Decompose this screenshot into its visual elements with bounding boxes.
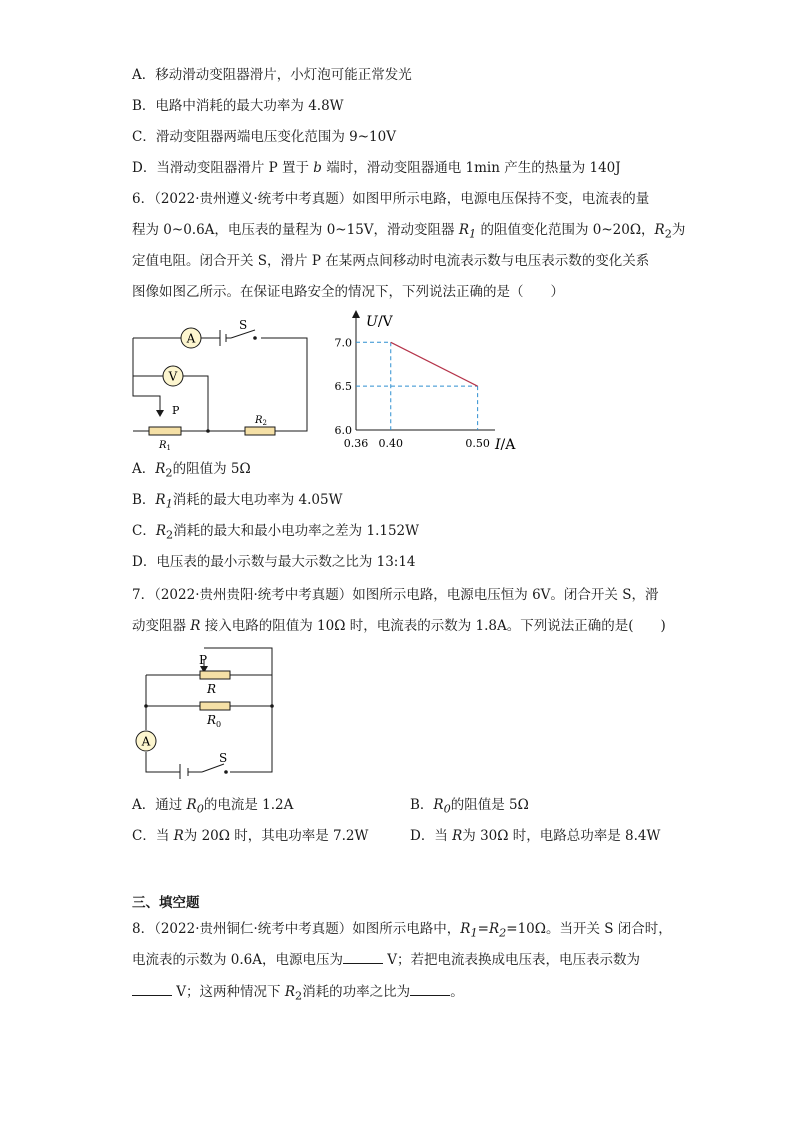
y-axis-label: U/V <box>366 314 393 330</box>
y-tick-label-0: 6.0 <box>334 424 352 437</box>
q7-option-a: A．通过 $R_0$的电流是 1.2A <box>132 797 294 816</box>
q6-option-b: B．$R_1$消耗的最大电功率为 4.05W <box>132 492 343 511</box>
q6-stem-line3: 定值电阻。闭合开关 S，滑片 P 在某两点间移动时电流表示数与电压表示数的变化关系 <box>132 253 650 269</box>
q6-circuit-diagram <box>125 318 315 453</box>
svg-text:A: A <box>141 734 151 749</box>
x-tick-label-1: 0.40 <box>378 437 403 450</box>
q8-stem-line1: 8．（2022·贵州铜仁·统考中考真题）如图所示电路中，$R_1=R_2=10\Omega$。当开关 S 闭合时， <box>132 921 672 940</box>
q6-option-c: C．$R_2$消耗的最大和最小电功率之差为 1.152W <box>132 523 420 542</box>
y-tick-label-2: 7.0 <box>334 336 352 350</box>
slider-label: P <box>172 404 180 417</box>
answer-blank-1[interactable] <box>343 951 383 964</box>
series-line-0 <box>391 342 478 386</box>
q7-circuit-diagram <box>132 644 282 779</box>
q8-stem-line3: V；这两种情况下 $R_2$消耗的功率之比为 。 <box>132 983 464 1006</box>
x-axis-label: I/A <box>495 437 516 453</box>
slider-label-p: P <box>199 653 208 667</box>
resistor-r1 <box>149 427 181 435</box>
q5-option-d: D．当滑动变阻器滑片 P 置于 b 端时，滑动变阻器通电 1min 产生的热量为 140J <box>132 160 621 176</box>
r2-label: $R_2$ <box>255 415 267 427</box>
x-tick-label-2: 0.50 <box>465 437 490 450</box>
svg-text:V: V <box>168 369 178 384</box>
q6-stem-line2: 程为 0~0.6A，电压表的量程为 0~15V，滑动变阻器 $R_1$ 的阻值变化范围为 0~20Ω，$R_2$为 <box>132 222 686 241</box>
resistor-r2 <box>245 427 275 435</box>
q7-option-c: C．当 R为 20Ω 时，其电功率是 7.2W <box>132 828 369 844</box>
q6-ui-graph <box>330 308 530 458</box>
q6-stem-line4: 图像如图乙所示。在保证电路安全的情况下，下列说法正确的是（ ） <box>132 284 564 300</box>
switch-label-s: S <box>219 751 228 765</box>
q7-option-d: D．当 R为 30Ω 时，电路总功率是 8.4W <box>410 828 661 844</box>
q8-stem-line2: 电流表的示数为 0.6A，电源电压为 V；若把电流表换成电压表，电压表示数为 <box>132 952 641 968</box>
ammeter-symbol <box>181 328 201 348</box>
q5-option-c: C．滑动变阻器两端电压变化范围为 9~10V <box>132 129 396 145</box>
svg-text:A: A <box>186 331 196 346</box>
resistor-r <box>200 671 230 679</box>
x-tick-label-0: 0.36 <box>343 437 369 450</box>
q5-option-b: B．电路中消耗的最大功率为 4.8W <box>132 98 344 114</box>
ammeter-symbol <box>136 731 156 751</box>
q6-stem-line1: 6．（2022·贵州遵义·统考中考真题）如图甲所示电路，电源电压保持不变，电流表的量 <box>132 191 650 207</box>
q5-option-a: A．移动滑动变阻器滑片，小灯泡可能正常发光 <box>132 67 412 83</box>
answer-blank-3[interactable] <box>410 983 450 996</box>
r1-label: $R_1$ <box>159 440 171 452</box>
switch-label: S <box>239 318 248 332</box>
answer-blank-2[interactable] <box>132 983 172 996</box>
voltmeter-symbol <box>163 366 183 386</box>
q7-stem-line1: 7．（2022·贵州贵阳·统考中考真题）如图所示电路，电源电压恒为 6V。闭合开关 S，滑 <box>132 587 659 603</box>
y-tick-label-1: 6.5 <box>334 380 352 394</box>
q7-option-b: B．$R_0$的阻值是 5Ω <box>410 797 529 816</box>
q7-stem-line2: 动变阻器 R 接入电路的阻值为 10Ω 时，电流表的示数为 1.8A。下列说法正确的是( ) <box>132 618 666 634</box>
resistor-r0 <box>200 702 230 710</box>
q6-option-a: A．$R_2$的阻值为 5Ω <box>132 461 251 480</box>
q6-option-d: D．电压表的最小示数与最大示数之比为 13:14 <box>132 554 416 570</box>
r0-label: $R_0$ <box>207 713 222 729</box>
r-label: R <box>207 682 217 696</box>
section-title: 三、填空题 <box>132 895 200 911</box>
